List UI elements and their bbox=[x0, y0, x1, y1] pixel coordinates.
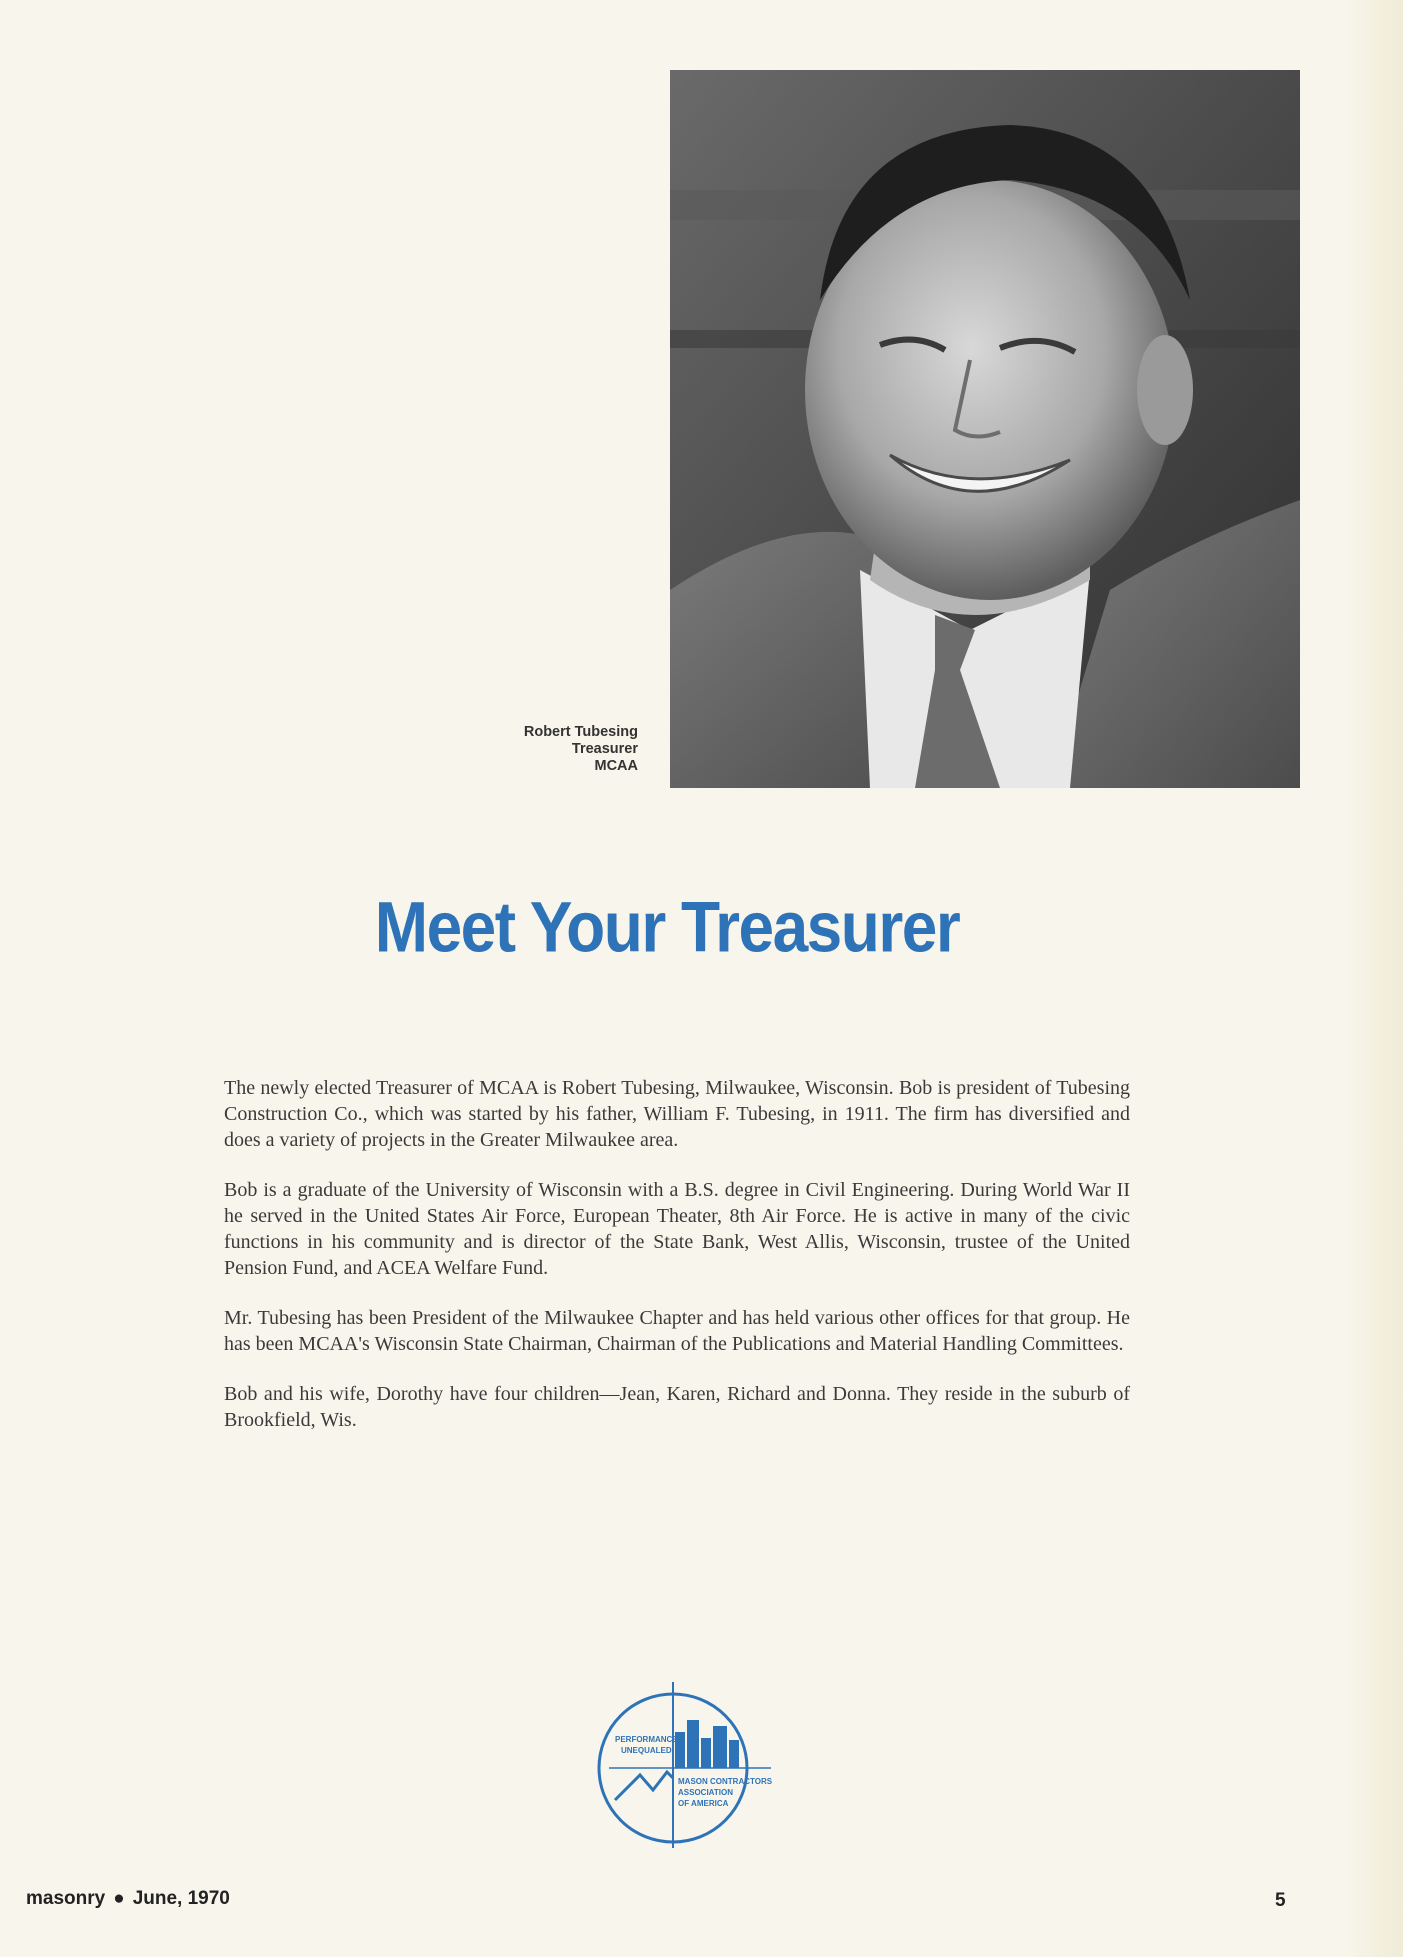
paragraph-1: The newly elected Treasurer of MCAA is Robert Tubesing, Milwaukee, Wisconsin. Bob is president of Tubesing Construction Co., which was started by his father, William F. Tubesing, in 1911. The firm has diversified and does a variety of projects in the Greater Milwaukee area. bbox=[224, 1077, 1130, 1151]
photo-caption bbox=[470, 724, 638, 775]
page-number: 5 bbox=[1275, 1890, 1286, 1911]
logo-text-unequaled: UNEQUALED bbox=[621, 1746, 672, 1755]
logo-text-america: OF AMERICA bbox=[678, 1799, 729, 1808]
paragraph-3: Mr. Tubesing has been President of the Milwaukee Chapter and has held various other offices for that group. He has been MCAA's Wisconsin State Chairman, Chairman of the Publications and Material Handling Committees. bbox=[224, 1307, 1130, 1355]
mcaa-logo bbox=[595, 1680, 795, 1850]
footer-publication bbox=[26, 1888, 230, 1910]
footer-publication-name: masonry bbox=[26, 1888, 106, 1909]
page-title: Meet Your Treasurer bbox=[374, 886, 960, 968]
bullet-icon: ● bbox=[113, 1888, 125, 1909]
caption-name: Robert Tubesing bbox=[523, 724, 638, 740]
caption-role: Treasurer bbox=[571, 741, 638, 757]
footer-date: June, 1970 bbox=[132, 1888, 230, 1909]
article-body bbox=[224, 1075, 1130, 1457]
paragraph-2: Bob is a graduate of the University of Wisconsin with a B.S. degree in Civil Engineering. During World War II he served in the United States Air Force, European Theater, 8th Air Force. He is active in many of the civic functions in his community and is director of the State Bank, West Allis, Wisconsin, trustee of the United Pension Fund, and ACEA Welfare Fund. bbox=[224, 1179, 1130, 1279]
portrait-photo bbox=[670, 70, 1300, 788]
logo-text-performance: PERFORMANCE bbox=[615, 1735, 678, 1744]
caption-org: MCAA bbox=[594, 758, 638, 774]
logo-text-mason: MASON CONTRACTORS bbox=[678, 1777, 773, 1786]
logo-text-association: ASSOCIATION bbox=[678, 1788, 733, 1797]
paragraph-4: Bob and his wife, Dorothy have four children—Jean, Karen, Richard and Donna. They reside in the suburb of Brookfield, Wis. bbox=[224, 1383, 1130, 1431]
page-edge-shade bbox=[1343, 0, 1403, 1957]
